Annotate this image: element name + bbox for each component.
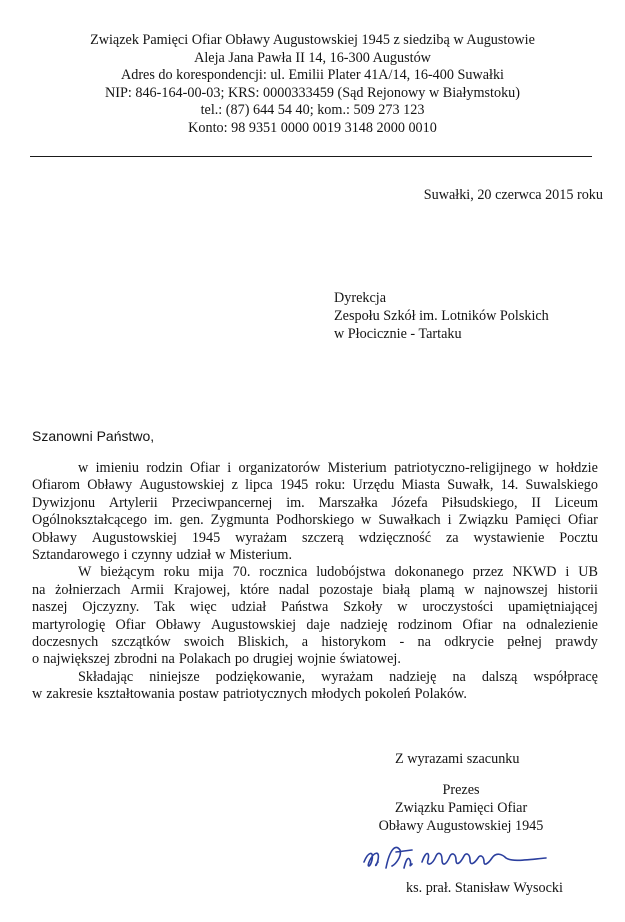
body-word: wyrażam xyxy=(235,529,288,546)
body-word: UB xyxy=(578,564,598,581)
body-word: szczerą xyxy=(301,529,344,546)
body-word: więc xyxy=(189,599,217,616)
letterhead-divider xyxy=(30,156,592,157)
body-word: w xyxy=(32,686,43,703)
body-word: martyrologię xyxy=(32,616,106,633)
body-word: ludobójstwa xyxy=(316,564,386,581)
body-word: Ojczyzny. xyxy=(82,599,140,616)
body-word: daje xyxy=(306,616,330,633)
body-word: Zygmunta xyxy=(210,512,269,529)
body-word: 1945 xyxy=(279,477,309,494)
body-word: Szkoły xyxy=(343,599,383,616)
body-word: za xyxy=(445,529,459,546)
body-word: i xyxy=(123,547,128,564)
body-word: zakresie xyxy=(46,686,93,703)
body-word: Suwałkach xyxy=(378,512,441,529)
body-word: bieżącym xyxy=(100,564,155,581)
body-word: w xyxy=(397,599,408,616)
body-word: Obławy xyxy=(32,529,77,546)
body-word: o xyxy=(32,651,40,668)
body-line xyxy=(32,460,598,477)
body-word: Bliskich, xyxy=(237,634,289,651)
body-word: pokoleń xyxy=(364,686,411,703)
signer-organization: Obławy Augustowskiej 1945 xyxy=(378,818,544,834)
body-word: pełnej xyxy=(507,634,542,651)
body-word: szczątków xyxy=(111,634,171,651)
body-word: Piłsudskiego, xyxy=(441,494,518,511)
body-word: Państwa xyxy=(280,599,329,616)
body-word: patriotyczno-religijnego xyxy=(394,460,532,476)
body-word: Dywizjonu xyxy=(32,494,96,511)
body-line xyxy=(32,477,598,494)
body-word: Podhorskiego xyxy=(276,512,355,529)
body-word: im. xyxy=(286,494,305,511)
body-word: wyrażam xyxy=(321,668,374,685)
body-word: białą xyxy=(382,581,411,598)
body-word: roku: xyxy=(315,477,346,494)
recipient-line: Dyrekcja xyxy=(334,290,386,306)
body-word: organizatorów xyxy=(238,460,321,476)
body-word: Liceum xyxy=(554,494,598,511)
body-word: Augustowskiej xyxy=(139,477,225,494)
body-word: Suwalskiego xyxy=(525,477,598,494)
body-word: Ofiar xyxy=(567,512,598,529)
body-word: po xyxy=(234,651,250,668)
body-line xyxy=(32,599,598,616)
signature-block xyxy=(356,781,566,835)
body-word: 14. xyxy=(500,477,519,494)
body-word: Ofiarom xyxy=(32,477,81,494)
body-word: postaw xyxy=(178,686,219,703)
body-word: które xyxy=(239,581,270,598)
body-word: na xyxy=(417,634,431,651)
body-word: kształtowania xyxy=(96,686,175,703)
body-word: w xyxy=(538,460,549,476)
body-word: Przeciwpancernej xyxy=(171,494,273,511)
body-word: Sztandarowego xyxy=(32,547,120,564)
body-word: naszej xyxy=(32,599,68,616)
body-word: historii xyxy=(557,581,598,598)
letter-date: Suwałki, 20 czerwca 2015 roku xyxy=(423,187,603,203)
body-line xyxy=(32,651,598,668)
body-word: na xyxy=(32,581,46,598)
body-word: mija xyxy=(198,564,224,581)
body-word: Tak xyxy=(154,599,176,616)
body-word: gen. xyxy=(179,512,204,529)
body-word: z xyxy=(231,477,238,494)
body-word: wdzięczność xyxy=(358,529,432,546)
letterhead-phone: tel.: (87) 644 54 40; kom.: 509 273 123 xyxy=(200,102,425,119)
body-word: i xyxy=(565,564,570,581)
recipient-address xyxy=(334,289,549,343)
body-line xyxy=(32,582,598,599)
body-word: żołnierzach xyxy=(55,581,121,598)
body-word: odnalezienie xyxy=(526,616,598,633)
body-word: Miasta xyxy=(401,477,441,494)
body-word: Krajowej, xyxy=(173,581,231,598)
body-word: wystawienie xyxy=(473,529,545,546)
body-word: zbrodni xyxy=(114,651,158,668)
body-word: nadal xyxy=(278,581,310,598)
body-word: dokonanego xyxy=(394,564,464,581)
body-word: 1945 xyxy=(191,529,221,546)
body-word: na xyxy=(161,651,175,668)
body-word: w xyxy=(464,581,475,598)
body-word: drugiej xyxy=(253,651,294,668)
body-word: przez xyxy=(472,564,504,581)
body-word: Marszałka xyxy=(318,494,378,511)
body-word: podziękowanie, xyxy=(215,668,306,685)
letterhead-org-name: Związek Pamięci Ofiar Obławy Augustowskiej 1945 z siedzibą w Augustowie xyxy=(90,32,535,48)
body-word: udział xyxy=(231,599,267,616)
body-word: uroczystości xyxy=(422,599,494,616)
body-word: odkrycie xyxy=(444,634,494,651)
body-word: Pamięci xyxy=(515,512,561,529)
body-word: Składając xyxy=(78,668,134,685)
body-word: w xyxy=(78,460,89,476)
salutation: Szanowni Państwo, xyxy=(32,428,155,444)
body-word: Polakach xyxy=(178,651,231,668)
body-word: im. xyxy=(154,512,173,529)
body-word: czynny xyxy=(131,547,173,564)
body-word: Obławy xyxy=(87,477,133,494)
signer-name: ks. prał. Stanisław Wysocki xyxy=(406,880,563,896)
body-word: - xyxy=(399,634,405,651)
body-word: W xyxy=(78,564,92,581)
body-line xyxy=(32,495,598,512)
body-word: pozostaje xyxy=(319,581,373,598)
body-word: współpracę xyxy=(533,668,598,685)
body-word: niniejsze xyxy=(149,668,200,685)
letterhead-bank-account: Konto: 98 9351 0000 0019 3148 2000 0010 xyxy=(188,119,437,136)
body-word: młodych xyxy=(311,686,361,703)
body-word: imieniu xyxy=(95,460,139,476)
letter-body xyxy=(32,460,598,704)
body-word: Misterium. xyxy=(229,547,292,564)
body-word: Józefa xyxy=(391,494,428,511)
body-word: Augustowskiej xyxy=(91,529,177,546)
body-line xyxy=(32,530,598,547)
body-word: Urzędu xyxy=(352,477,395,494)
body-word: Obławy xyxy=(155,616,201,633)
body-word: Ofiar xyxy=(462,616,493,633)
body-word: II xyxy=(531,494,541,511)
body-word: Armii xyxy=(130,581,165,598)
body-line xyxy=(32,512,598,529)
body-word: swoich xyxy=(184,634,225,651)
body-word: i xyxy=(447,512,452,529)
body-word: roku xyxy=(163,564,190,581)
body-line xyxy=(32,634,598,651)
body-word: a xyxy=(301,634,309,651)
body-word: Ogólnokształcącego xyxy=(32,512,148,529)
body-word: nadzieję xyxy=(389,668,437,685)
body-word: na xyxy=(452,668,466,685)
body-word: Augustowskiej xyxy=(210,616,297,633)
body-word: Artylerii xyxy=(108,494,158,511)
recipient-line: Zespołu Szkół im. Lotników Polskich xyxy=(334,308,549,324)
body-word: rocznica xyxy=(259,564,308,581)
body-word: i xyxy=(227,460,232,476)
body-word: wojnie xyxy=(297,651,336,668)
body-word: plamą xyxy=(419,581,455,598)
body-word: Misterium xyxy=(327,460,387,476)
body-word: Ofiar xyxy=(115,616,146,633)
body-line xyxy=(32,547,598,564)
body-line xyxy=(32,617,598,634)
body-line xyxy=(32,669,598,686)
body-word: w xyxy=(361,512,372,529)
body-word: największej xyxy=(43,651,111,668)
body-word: Pocztu xyxy=(559,529,598,546)
body-word: historykom xyxy=(321,634,387,651)
body-word: doczesnych xyxy=(32,634,99,651)
body-word: dalszą xyxy=(481,668,518,685)
body-word: na xyxy=(502,616,517,633)
body-word: 70. xyxy=(232,564,251,581)
body-word: najnowszej xyxy=(484,581,548,598)
signature-stroke xyxy=(364,847,546,868)
body-word: patriotycznych xyxy=(222,686,308,703)
body-word: rodzinom xyxy=(397,616,453,633)
body-word: upamiętniającej xyxy=(508,599,598,616)
body-word: hołdzie xyxy=(556,460,598,476)
letterhead-correspondence-address: Adres do korespondencji: ul. Emilii Plater 41A/14, 16-400 Suwałki xyxy=(120,67,504,84)
letterhead xyxy=(40,32,585,138)
handwritten-signature xyxy=(356,838,556,880)
body-word: lipca xyxy=(245,477,273,494)
body-word: Polaków. xyxy=(414,686,467,703)
body-word: w xyxy=(215,547,226,564)
letterhead-address: Aleja Jana Pawła II 14, 16-300 Augustów xyxy=(194,49,431,66)
recipient-line: w Płocicznie - Tartaku xyxy=(334,326,462,342)
body-word: Suwałk, xyxy=(447,477,494,494)
body-word: światowej. xyxy=(339,651,401,668)
closing-text: Z wyrazami szacunku xyxy=(395,751,520,767)
letterhead-registration: NIP: 846-164-00-03; KRS: 0000333459 (Sąd Rejonowy w Białymstoku) xyxy=(105,84,520,101)
body-line xyxy=(32,564,598,581)
body-word: Ofiar xyxy=(189,460,220,476)
body-word: nadzieję xyxy=(340,616,388,633)
signer-organization: Związku Pamięci Ofiar xyxy=(394,800,528,816)
body-line xyxy=(32,686,598,703)
body-word: Związku xyxy=(458,512,509,529)
signer-title: Prezes xyxy=(442,782,480,798)
body-word: udział xyxy=(176,547,212,564)
body-word: rodzin xyxy=(146,460,183,476)
body-word: NKWD xyxy=(512,564,557,581)
body-word: prawdy xyxy=(555,634,598,651)
